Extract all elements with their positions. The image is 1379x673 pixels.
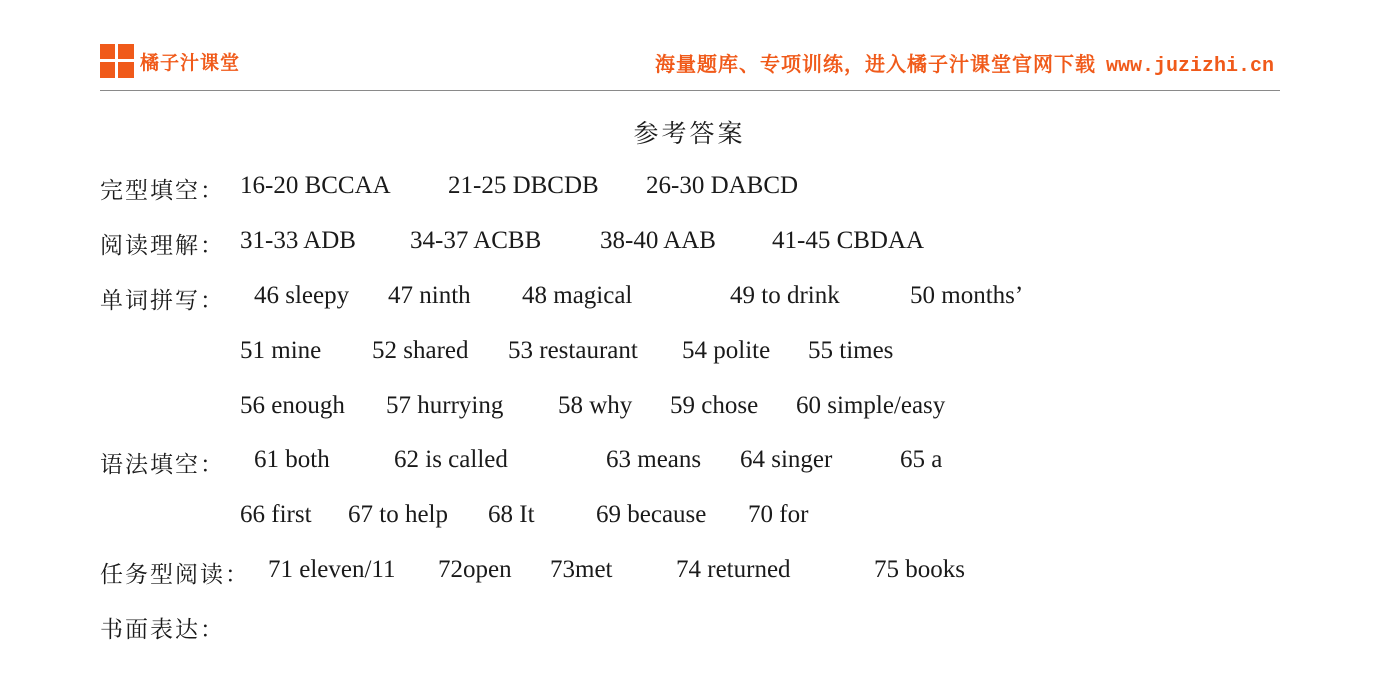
- answer-item: 65 a: [900, 446, 943, 473]
- spelling-label: 单词拼写：: [100, 288, 225, 314]
- answer-item: 61 both: [254, 446, 330, 473]
- answer-item: 52 shared: [372, 337, 469, 364]
- answer-item: 75 books: [874, 556, 965, 583]
- answer-item: 68 It: [488, 501, 535, 528]
- answer-item: 31-33 ADB: [240, 227, 356, 254]
- answer-item: 41-45 CBDAA: [772, 227, 925, 254]
- answer-item: 74 returned: [676, 556, 791, 583]
- logo-blocks-icon: [100, 44, 134, 78]
- answer-item: 73met: [550, 556, 613, 583]
- answer-item: 34-37 ACBB: [410, 227, 542, 254]
- reading-label: 阅读理解：: [100, 233, 225, 259]
- answer-item: 38-40 AAB: [600, 227, 716, 254]
- answer-item: 67 to help: [348, 501, 448, 528]
- answer-item: 69 because: [596, 501, 707, 528]
- answer-item: 66 first: [240, 501, 312, 528]
- answer-item: 48 magical: [522, 282, 633, 309]
- answer-item: 59 chose: [670, 392, 759, 419]
- answer-item: 60 simple/easy: [796, 392, 946, 419]
- answer-item: 53 restaurant: [508, 337, 638, 364]
- header-slogan: [655, 48, 1274, 78]
- answer-item: 70 for: [748, 501, 809, 528]
- answer-item: 72open: [438, 556, 512, 583]
- answer-item: 26-30 DABCD: [646, 172, 799, 199]
- website-url[interactable]: www.juzizhi.cn: [1105, 55, 1274, 78]
- answer-item: 64 singer: [740, 446, 833, 473]
- answer-item: 58 why: [558, 392, 633, 419]
- answer-item: 16-20 BCCAA: [240, 172, 391, 199]
- answer-item: 62 is called: [394, 446, 508, 473]
- answer-item: 71 eleven/11: [268, 556, 396, 583]
- grammar-label: 语法填空：: [100, 452, 225, 478]
- answer-item: 49 to drink: [730, 282, 840, 309]
- task-reading-label: 任务型阅读：: [100, 562, 250, 588]
- answer-item: 21-25 DBCDB: [448, 172, 599, 199]
- logo-text: 橘子汁课堂: [140, 51, 241, 74]
- answer-item: 47 ninth: [388, 282, 471, 309]
- page-header: [100, 40, 1280, 91]
- answer-item: 55 times: [808, 337, 894, 364]
- writing-label: 书面表达：: [100, 617, 225, 643]
- answer-item: 46 sleepy: [254, 282, 350, 309]
- logo: [100, 44, 240, 78]
- answer-item: 56 enough: [240, 392, 345, 419]
- answer-item: 51 mine: [240, 337, 322, 364]
- answer-item: 57 hurrying: [386, 392, 504, 419]
- answer-item: 54 polite: [682, 337, 771, 364]
- page-title: 参考答案: [633, 119, 746, 148]
- slogan-text: 海量题库、专项训练，进入橘子汁课堂官网下载: [654, 52, 1096, 76]
- answer-item: 63 means: [606, 446, 702, 473]
- answer-item: 50 months’: [910, 282, 1024, 309]
- cloze-label: 完型填空：: [100, 178, 225, 204]
